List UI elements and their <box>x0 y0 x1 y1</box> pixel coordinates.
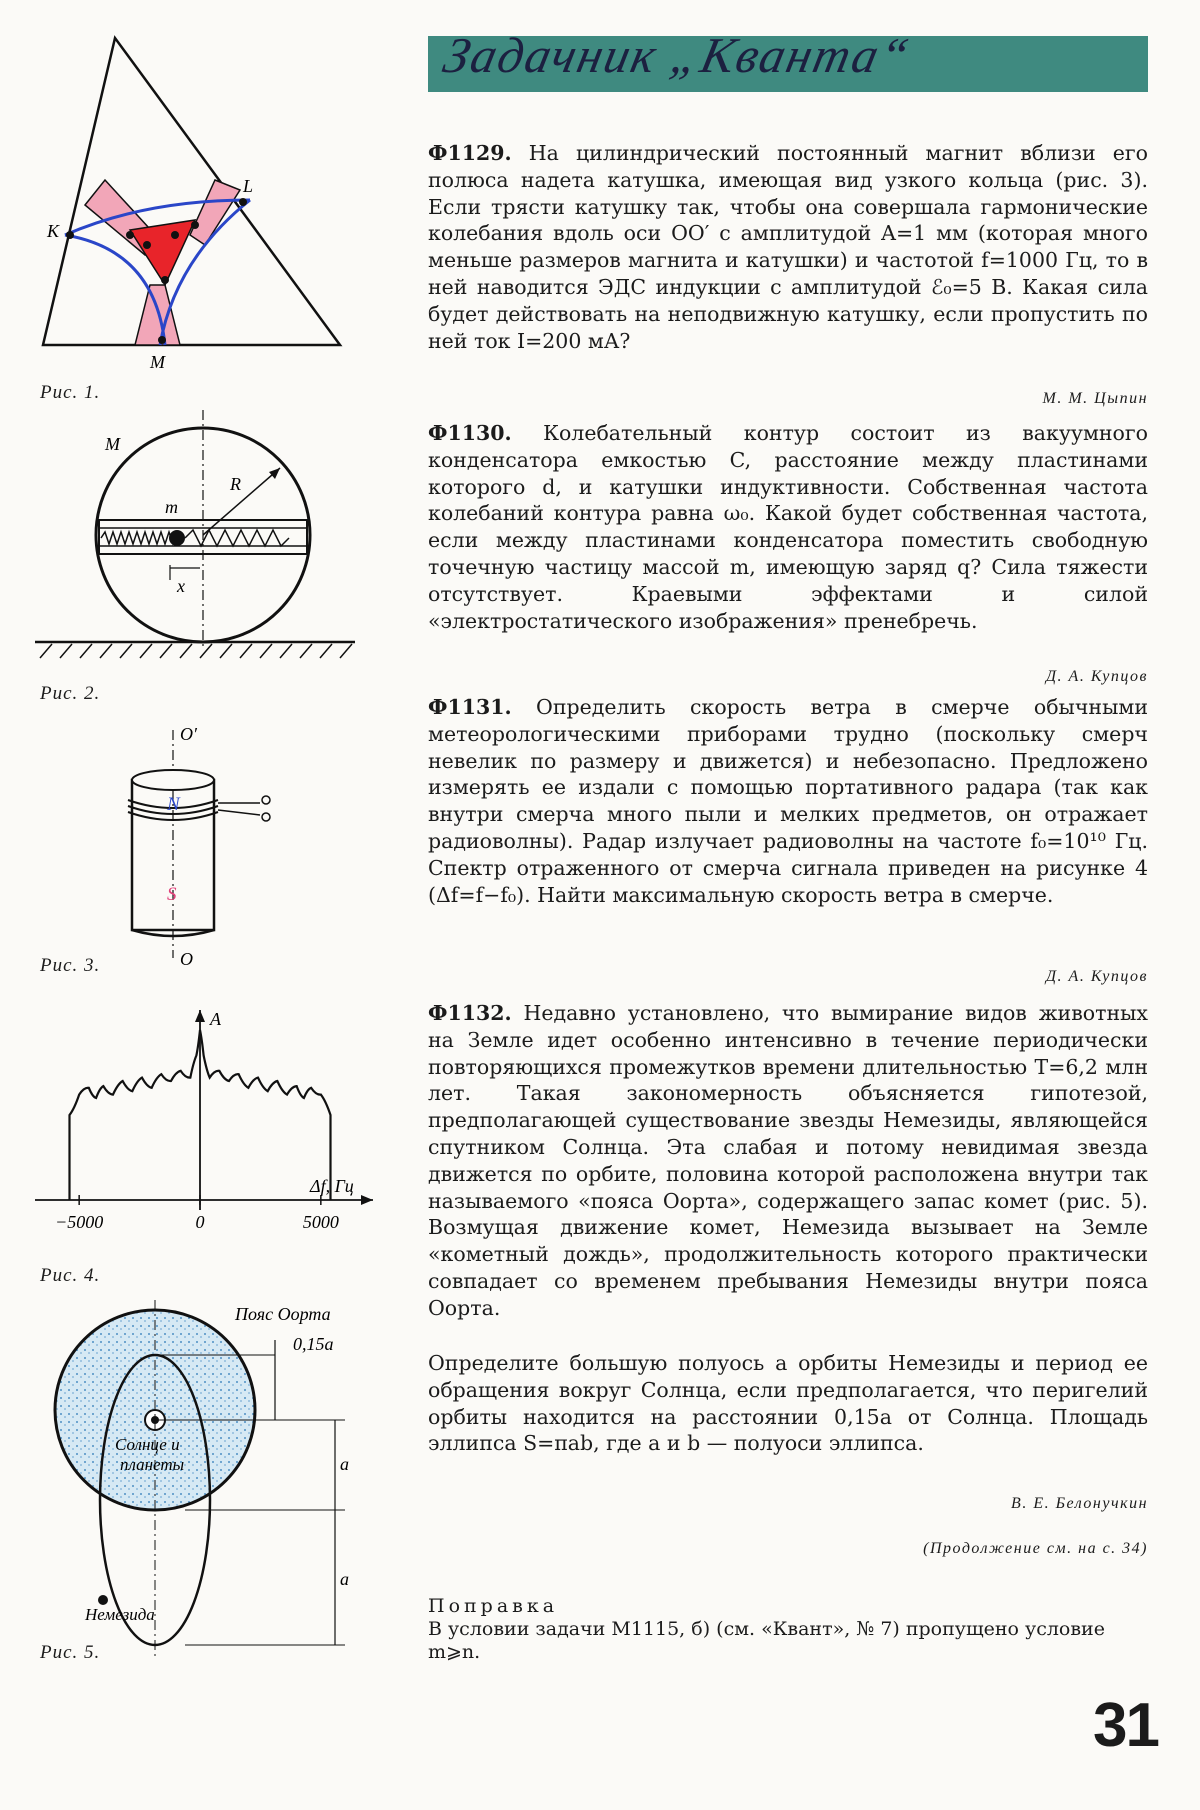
fig2-label-mass: m <box>165 497 178 517</box>
fig5-label-a2: a <box>340 1569 349 1589</box>
fig3-caption: Рис. 3. <box>40 955 101 976</box>
problem-id: Ф1132. <box>428 1001 512 1025</box>
fig1-label-l: L <box>243 176 254 196</box>
fig1-caption: Рис. 1. <box>40 382 101 403</box>
figure-5 <box>35 1300 365 1670</box>
fig5-caption: Рис. 5. <box>40 1642 101 1663</box>
page-number: 31 <box>1093 1691 1158 1760</box>
problem-id: Ф1129. <box>428 141 512 165</box>
fig1-label-m: M <box>150 352 165 372</box>
fig3-label-south: S <box>167 884 177 905</box>
x-tick-label: −5000 <box>55 1212 104 1232</box>
problem-text: На цилиндрический постоянный магнит вблизи его полюса надета катушка, имеющая вид узкого кольца (рис. 3). Если трясти катушку так, чтобы она совершала гармонические колебания вдоль оси OO′ с амплитудой A=1 мм (которая много меньше размеров магнита и катушки) и частотой f=1000 Гц, то в ней наводится ЭДС индукции с амплитудой ℰ₀=5 В. Какая сила будет действовать на неподвижную катушку, если пропустить по ней ток I=200 мА? <box>428 141 1148 353</box>
figure-1 <box>35 30 355 372</box>
problem-text: Недавно установлено, что вымирание видов животных на Земле идет особенно интенсивно в течение периодически повторяющихся промежутков времени длительностью T=6,2 млн лет. Такая закономерность объясняется гипотезой, предполагающей существование звезды Немезиды, являющейся спутником Солнца. Эта слабая и потому невидимая звезда движется по орбите, половина которой расположена внутри так называемого «пояса Оорта», содержащего запас комет (рис. 5). Возмущая движение комет, Немезида вызывает на Земле «кометный дождь», продолжительность которого практически совпадает со временем пребывания Немезиды внутри пояса Оорта. <box>428 1001 1148 1320</box>
problem-f1132 <box>428 1000 1148 1322</box>
fig5-label-a1: a <box>340 1454 349 1474</box>
correction <box>428 1595 1148 1664</box>
fig5-label-sun1: Солнце и <box>115 1435 180 1454</box>
fig5-label-sun2: планеты <box>120 1455 185 1474</box>
header-title: Задачник „Кванта“ <box>439 27 916 83</box>
problem-f1131 <box>428 694 1148 908</box>
continuation-note: (Продолжение см. на с. 34) <box>923 1540 1148 1557</box>
fig5-label-belt: Пояс Оорта <box>235 1304 331 1324</box>
x-tick-label: 5000 <box>302 1212 339 1232</box>
fig3-label-o-top: O′ <box>180 724 197 744</box>
fig2-label-radius: R <box>230 474 241 494</box>
fig3-label-o-bottom: O <box>180 949 193 969</box>
problem-f1132-question: Определите большую полуось a орбиты Немезиды и период ее обращения вокруг Солнца, если предполагается, что перигелий орбиты находится на расстоянии 0,15a от Солнца. Площадь эллипса S=πab, где a и b — полуоси эллипса. <box>428 1351 1148 1456</box>
problem-id: Ф1131. <box>428 695 512 719</box>
x-tick-label: 0 <box>195 1212 205 1232</box>
figure-2 <box>35 410 355 675</box>
fig3-label-north: N <box>167 794 180 815</box>
y-axis-label: A <box>210 1009 221 1029</box>
problem-f1130 <box>428 420 1148 634</box>
problem-author: М. М. Цыпин <box>1042 390 1148 407</box>
fig1-label-k: K <box>47 221 60 241</box>
figure-3 <box>110 720 310 970</box>
fig2-label-m-outer: M <box>105 434 120 454</box>
problem-author: Д. А. Купцов <box>1045 968 1148 985</box>
problem-author: В. Е. Белонучкин <box>1011 1495 1148 1512</box>
fig2-caption: Рис. 2. <box>40 683 101 704</box>
fig4-caption: Рис. 4. <box>40 1265 101 1286</box>
problem-text: Определить скорость ветра в смерче обычными метеорологическими приборами трудно (поскольку смерч невелик по размеру и движется) и небезопасно. Предложено измерять ее издали с помощью портативного радара (так как внутри смерча много пыли и мелких предметов, он отражает радиоволны). Радар излучает радиоволны на частоте f₀=10¹⁰ Гц. Спектр отраженного от смерча сигнала приведен на рисунке 4 (Δf=f−f₀). Найти максимальную скорость ветра в смерче. <box>428 695 1148 907</box>
correction-title: Поправка <box>428 1595 559 1617</box>
problem-f1129 <box>428 140 1148 354</box>
fig5-label-nemesis: Немезида <box>85 1605 155 1624</box>
problem-author: Д. А. Купцов <box>1045 668 1148 685</box>
x-axis-label: Δf, Гц <box>310 1176 354 1196</box>
figure-4-chart <box>35 1005 375 1245</box>
problem-text: Колебательный контур состоит из вакуумного конденсатора емкостью C, расстояние между пластинами которого d, и катушки индуктивности. Собственная частота колебаний контура равна ω₀. Какой будет собственная частота, если между пластинами конденсатора поместить свободную точечную частицу массой m, имеющую заряд q? Сила тяжести отсутствует. Краевыми эффектами и силой «электростатического изображения» пренебречь. <box>428 421 1148 633</box>
fig2-label-x: x <box>177 576 185 596</box>
problem-id: Ф1130. <box>428 421 512 445</box>
fig5-label-dist: 0,15a <box>293 1334 334 1354</box>
correction-text: В условии задачи М1115, б) (см. «Квант», № 7) пропущено условие m⩾n. <box>428 1618 1105 1663</box>
